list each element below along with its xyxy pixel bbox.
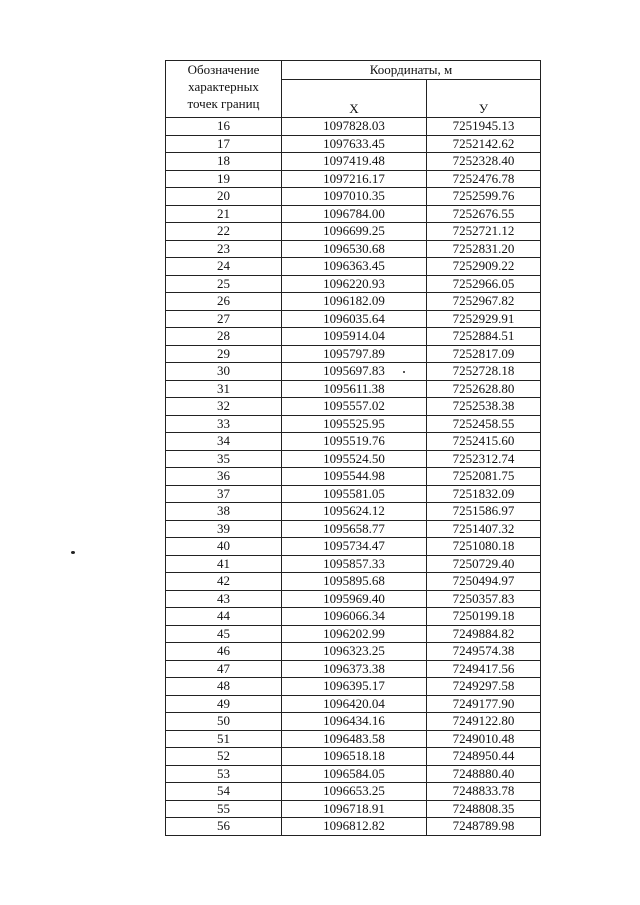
y-coordinate-cell: 7251832.09 [427,485,541,503]
table-row [166,555,541,573]
table-row [166,730,541,748]
x-coordinate-cell: 1096220.93 [282,275,427,293]
point-number-cell: 18 [166,153,282,171]
point-number-cell: 36 [166,468,282,486]
point-number-cell: 44 [166,608,282,626]
point-number-cell: 38 [166,503,282,521]
table-row [166,275,541,293]
x-coordinate-cell: 1095895.68 [282,573,427,591]
point-number-cell: 40 [166,538,282,556]
point-number-cell: 24 [166,258,282,276]
table-row [166,328,541,346]
x-coordinate-cell: 1095914.04 [282,328,427,346]
table-row [166,660,541,678]
x-coordinate-cell: 1095797.89 [282,345,427,363]
x-coordinate-cell: 1095857.33 [282,555,427,573]
x-coordinate-cell: 1096066.34 [282,608,427,626]
y-coordinate-cell: 7248808.35 [427,800,541,818]
point-number-cell: 28 [166,328,282,346]
table-row [166,310,541,328]
x-coordinate-cell: 1096812.82 [282,818,427,836]
y-coordinate-cell: 7252831.20 [427,240,541,258]
x-coordinate-cell: 1097828.03 [282,118,427,136]
table-row [166,240,541,258]
x-coordinate-cell: 1096653.25 [282,783,427,801]
table-row [166,205,541,223]
y-coordinate-cell: 7250729.40 [427,555,541,573]
table-row [166,188,541,206]
y-coordinate-cell: 7250199.18 [427,608,541,626]
x-coordinate-cell: 1095658.77 [282,520,427,538]
y-coordinate-cell: 7252599.76 [427,188,541,206]
y-coordinate-cell: 7252415.60 [427,433,541,451]
point-number-cell: 16 [166,118,282,136]
stray-ink-dot [403,371,405,373]
point-designation-header: Обозначение характерных точек границ [166,61,282,118]
y-coordinate-cell: 7252458.55 [427,415,541,433]
y-coordinate-cell: 7252909.22 [427,258,541,276]
y-coordinate-cell: 7251407.32 [427,520,541,538]
x-coordinate-cell: 1096483.58 [282,730,427,748]
x-coordinate-cell: 1096395.17 [282,678,427,696]
point-number-cell: 37 [166,485,282,503]
point-number-cell: 32 [166,398,282,416]
y-coordinate-cell: 7251080.18 [427,538,541,556]
x-coordinate-cell: 1096373.38 [282,660,427,678]
table-row [166,520,541,538]
x-column-header: X [282,80,427,118]
x-coordinate-cell: 1095524.50 [282,450,427,468]
y-coordinate-cell: 7250494.97 [427,573,541,591]
y-coordinate-cell: 7252966.05 [427,275,541,293]
table-row [166,363,541,381]
x-coordinate-cell: 1096420.04 [282,695,427,713]
x-coordinate-cell: 1095697.83 [282,363,427,381]
point-number-cell: 46 [166,643,282,661]
table-row [166,450,541,468]
table-header [166,61,541,118]
x-coordinate-cell: 1096530.68 [282,240,427,258]
y-coordinate-cell: 7248789.98 [427,818,541,836]
point-number-cell: 27 [166,310,282,328]
x-coordinate-cell: 1097216.17 [282,170,427,188]
point-number-cell: 49 [166,695,282,713]
table-row [166,258,541,276]
x-coordinate-cell: 1096363.45 [282,258,427,276]
point-number-cell: 41 [166,555,282,573]
stray-ink-dot [71,551,75,554]
point-number-cell: 51 [166,730,282,748]
point-number-cell: 31 [166,380,282,398]
table-body [166,118,541,836]
point-number-cell: 17 [166,135,282,153]
x-coordinate-cell: 1096784.00 [282,205,427,223]
y-coordinate-cell: 7249417.56 [427,660,541,678]
point-number-cell: 50 [166,713,282,731]
y-coordinate-cell: 7249177.90 [427,695,541,713]
x-coordinate-cell: 1097633.45 [282,135,427,153]
point-number-cell: 19 [166,170,282,188]
point-number-cell: 25 [166,275,282,293]
table-row [166,153,541,171]
table-row [166,748,541,766]
coordinates-group-header: Координаты, м [282,61,541,80]
x-coordinate-cell: 1097419.48 [282,153,427,171]
y-coordinate-cell: 7252967.82 [427,293,541,311]
table-row [166,643,541,661]
table-row [166,118,541,136]
y-coordinate-cell: 7250357.83 [427,590,541,608]
table-row [166,538,541,556]
y-coordinate-cell: 7249297.58 [427,678,541,696]
table-row [166,170,541,188]
y-coordinate-cell: 7252884.51 [427,328,541,346]
x-coordinate-cell: 1095969.40 [282,590,427,608]
y-coordinate-cell: 7248833.78 [427,783,541,801]
y-coordinate-cell: 7248950.44 [427,748,541,766]
point-number-cell: 42 [166,573,282,591]
y-coordinate-cell: 7252817.09 [427,345,541,363]
table-row [166,468,541,486]
table-row [166,625,541,643]
x-coordinate-cell: 1096035.64 [282,310,427,328]
y-coordinate-cell: 7252929.91 [427,310,541,328]
table-row [166,398,541,416]
table-row [166,293,541,311]
x-coordinate-cell: 1095581.05 [282,485,427,503]
x-coordinate-cell: 1095557.02 [282,398,427,416]
table-row [166,800,541,818]
point-number-cell: 21 [166,205,282,223]
point-number-cell: 55 [166,800,282,818]
point-number-cell: 39 [166,520,282,538]
x-coordinate-cell: 1096518.18 [282,748,427,766]
table-row [166,503,541,521]
x-coordinate-cell: 1095525.95 [282,415,427,433]
point-number-cell: 34 [166,433,282,451]
table-row [166,608,541,626]
x-coordinate-cell: 1095519.76 [282,433,427,451]
y-coordinate-cell: 7249884.82 [427,625,541,643]
table-row [166,485,541,503]
table-row [166,590,541,608]
x-coordinate-cell: 1095544.98 [282,468,427,486]
point-number-cell: 33 [166,415,282,433]
point-number-cell: 22 [166,223,282,241]
y-coordinate-cell: 7252628.80 [427,380,541,398]
table-row [166,345,541,363]
x-coordinate-cell: 1095611.38 [282,380,427,398]
coordinates-table [165,60,541,836]
y-coordinate-cell: 7249122.80 [427,713,541,731]
table-row [166,223,541,241]
x-coordinate-cell: 1096699.25 [282,223,427,241]
point-number-cell: 29 [166,345,282,363]
table-row [166,695,541,713]
table-row [166,380,541,398]
table-row [166,783,541,801]
y-column-header: У [427,80,541,118]
x-coordinate-cell: 1096323.25 [282,643,427,661]
point-number-cell: 35 [166,450,282,468]
table-row [166,415,541,433]
point-number-cell: 47 [166,660,282,678]
table-row [166,433,541,451]
table-row [166,573,541,591]
table-row [166,678,541,696]
y-coordinate-cell: 7248880.40 [427,765,541,783]
y-coordinate-cell: 7251945.13 [427,118,541,136]
y-coordinate-cell: 7252538.38 [427,398,541,416]
point-number-cell: 54 [166,783,282,801]
y-coordinate-cell: 7252728.18 [427,363,541,381]
table-row [166,765,541,783]
y-coordinate-cell: 7252676.55 [427,205,541,223]
table-row [166,818,541,836]
table-row [166,713,541,731]
x-coordinate-cell: 1095624.12 [282,503,427,521]
x-coordinate-cell: 1097010.35 [282,188,427,206]
y-coordinate-cell: 7252476.78 [427,170,541,188]
y-coordinate-cell: 7252142.62 [427,135,541,153]
x-coordinate-cell: 1096202.99 [282,625,427,643]
y-coordinate-cell: 7252721.12 [427,223,541,241]
y-coordinate-cell: 7251586.97 [427,503,541,521]
point-number-cell: 52 [166,748,282,766]
point-number-cell: 30 [166,363,282,381]
point-number-cell: 53 [166,765,282,783]
point-number-cell: 56 [166,818,282,836]
y-coordinate-cell: 7249010.48 [427,730,541,748]
point-number-cell: 26 [166,293,282,311]
x-coordinate-cell: 1096182.09 [282,293,427,311]
x-coordinate-cell: 1096718.91 [282,800,427,818]
point-number-cell: 48 [166,678,282,696]
x-coordinate-cell: 1095734.47 [282,538,427,556]
point-number-cell: 20 [166,188,282,206]
point-number-cell: 45 [166,625,282,643]
point-number-cell: 23 [166,240,282,258]
point-number-cell: 43 [166,590,282,608]
x-coordinate-cell: 1096584.05 [282,765,427,783]
y-coordinate-cell: 7249574.38 [427,643,541,661]
y-coordinate-cell: 7252081.75 [427,468,541,486]
table-row [166,135,541,153]
y-coordinate-cell: 7252312.74 [427,450,541,468]
y-coordinate-cell: 7252328.40 [427,153,541,171]
x-coordinate-cell: 1096434.16 [282,713,427,731]
